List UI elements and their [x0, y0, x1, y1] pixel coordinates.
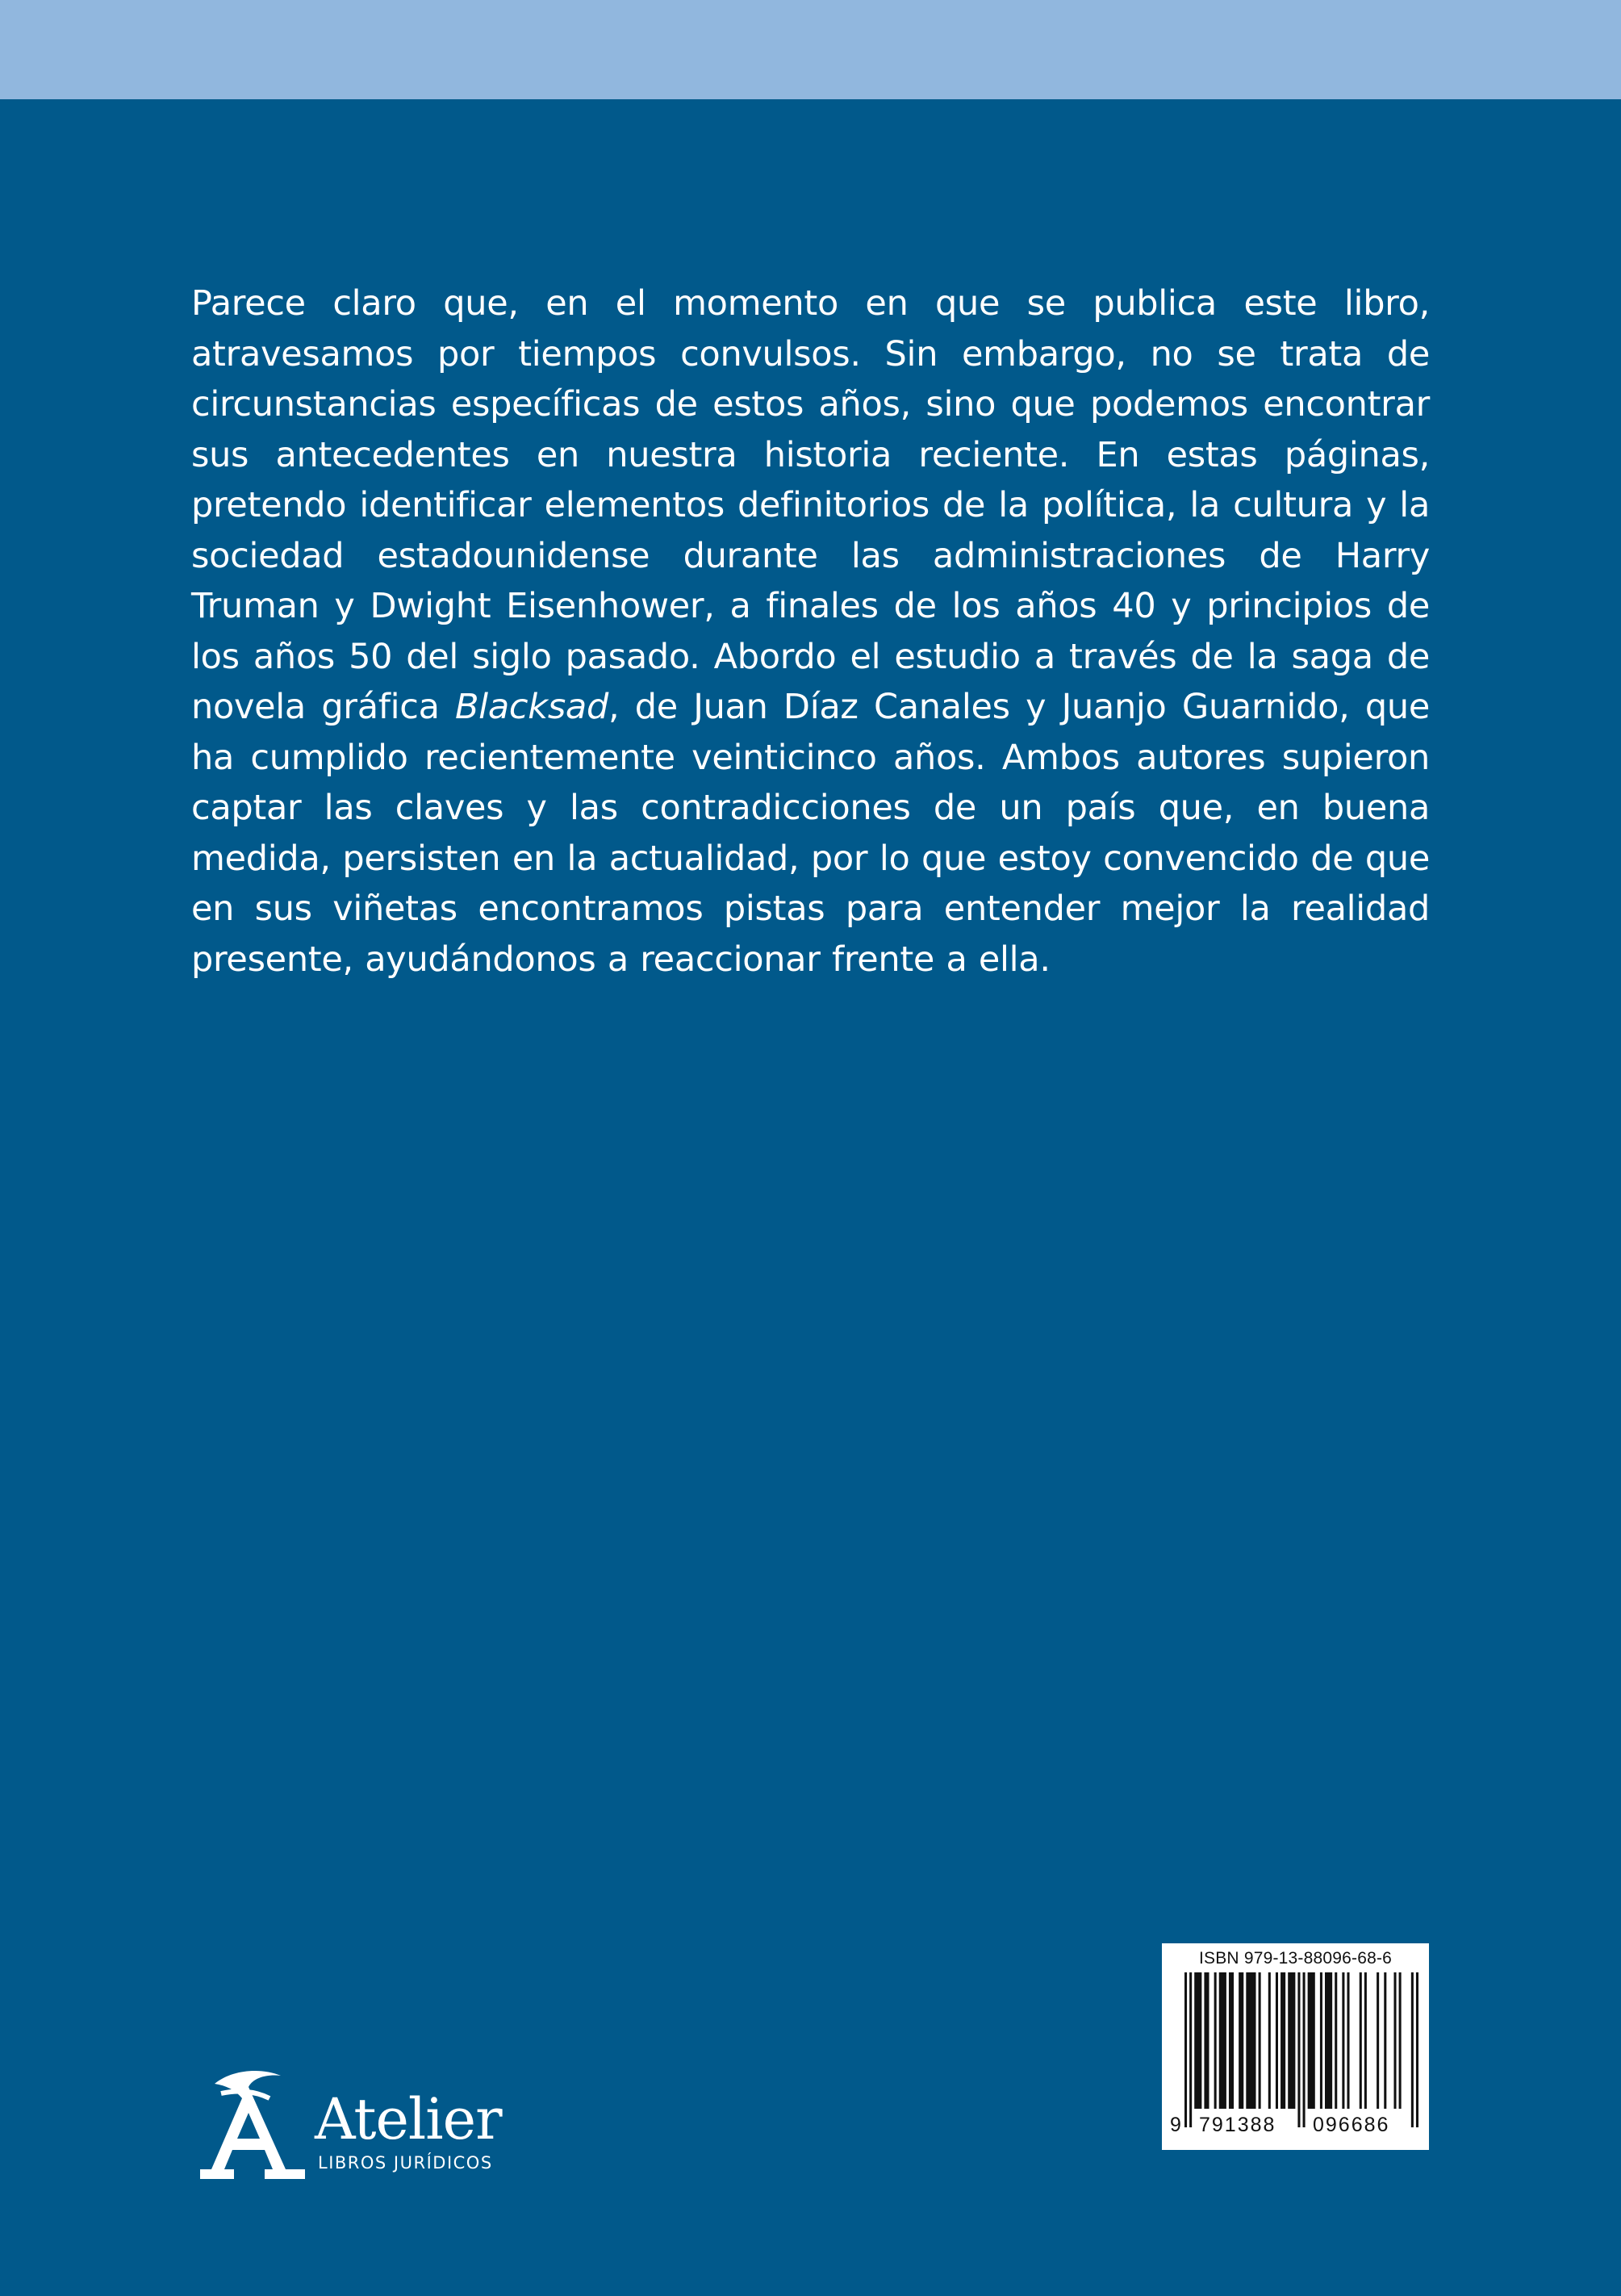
barcode-bar — [1276, 1972, 1278, 2109]
barcode-bar — [1377, 1972, 1379, 2109]
barcode-bar — [1259, 1972, 1261, 2109]
isbn-barcode — [1162, 1943, 1429, 2150]
stylized-letter-a-icon — [197, 2066, 310, 2187]
barcode-bar — [1281, 1972, 1285, 2109]
barcode-bar — [1288, 1972, 1295, 2109]
barcode-bar — [1364, 1972, 1367, 2109]
barcode-bar — [1325, 1972, 1332, 2109]
barcode-bar — [1268, 1972, 1271, 2109]
barcode-guard-bar — [1297, 1972, 1300, 2127]
barcode-bar — [1308, 1972, 1315, 2109]
barcode-bar — [1214, 1972, 1217, 2109]
barcode-bar — [1342, 1972, 1344, 2109]
barcode-bar — [1246, 1972, 1255, 2109]
barcode-bar — [1399, 1972, 1402, 2109]
barcode-bar — [1335, 1972, 1337, 2109]
barcode-guard-bar — [1189, 1972, 1192, 2127]
barcode-digits-right: 096686 — [1313, 2114, 1390, 2136]
back-cover-blurb — [191, 278, 1430, 985]
blurb-text-part2: , de Juan Díaz Canales y Juanjo Guarnido, que ha cumplido recientemente veinticinco años. Ambos autores supieron captar las claves y las contradicciones de un país que, en buena medida, persisten en la actualidad, por lo que estoy convencido de que en sus viñetas encontramos pistas para entender mejor la realidad presente, ayudándonos a reaccionar frente a ella. — [191, 687, 1430, 980]
barcode-bar — [1393, 1972, 1396, 2109]
barcode-bar — [1347, 1972, 1349, 2109]
barcode-bar — [1239, 1972, 1243, 2109]
barcode-bar — [1229, 1972, 1234, 2109]
barcode-bar — [1194, 1972, 1201, 2109]
publisher-tagline: LIBROS JURÍDICOS — [318, 2153, 493, 2173]
barcode-guard-bar — [1416, 1972, 1418, 2127]
publisher-name: Atelier — [315, 2086, 502, 2152]
barcode-bars — [1184, 1972, 1418, 2127]
barcode-guard-bar — [1303, 1972, 1306, 2127]
barcode-bar — [1360, 1972, 1362, 2109]
barcode-bar — [1320, 1972, 1322, 2109]
barcode-digit-first: 9 — [1170, 2114, 1181, 2136]
top-color-band — [0, 0, 1621, 99]
barcode-bar — [1204, 1972, 1209, 2109]
barcode-digits-left: 791388 — [1199, 2114, 1276, 2136]
barcode-guard-bar — [1411, 1972, 1414, 2127]
barcode-bar — [1219, 1972, 1226, 2109]
barcode-guard-bar — [1184, 1972, 1187, 2127]
blurb-text-part1: Parece claro que, en el momento en que se publica este libro, atravesamos por tiempos convulsos. Sin embargo, no se trata de circunstancias específicas de estos años, sino que podemos encontrar sus antecedentes en nuestra historia reciente. En estas páginas, pretendo identificar elementos definitorios de la política, la cultura y la sociedad estadounidense durante las administraciones de Harry Truman y Dwight Eisenhower, a finales de los años 40 y principios de los años 50 del siglo pasado. Abordo el estudio a través de la saga de novela gráfica — [191, 283, 1430, 727]
publisher-logo — [197, 2066, 503, 2187]
isbn-label: ISBN 979-13-88096-68-6 — [1198, 1949, 1393, 1968]
barcode-bar — [1384, 1972, 1386, 2109]
blurb-italic-title: Blacksad — [454, 687, 608, 727]
